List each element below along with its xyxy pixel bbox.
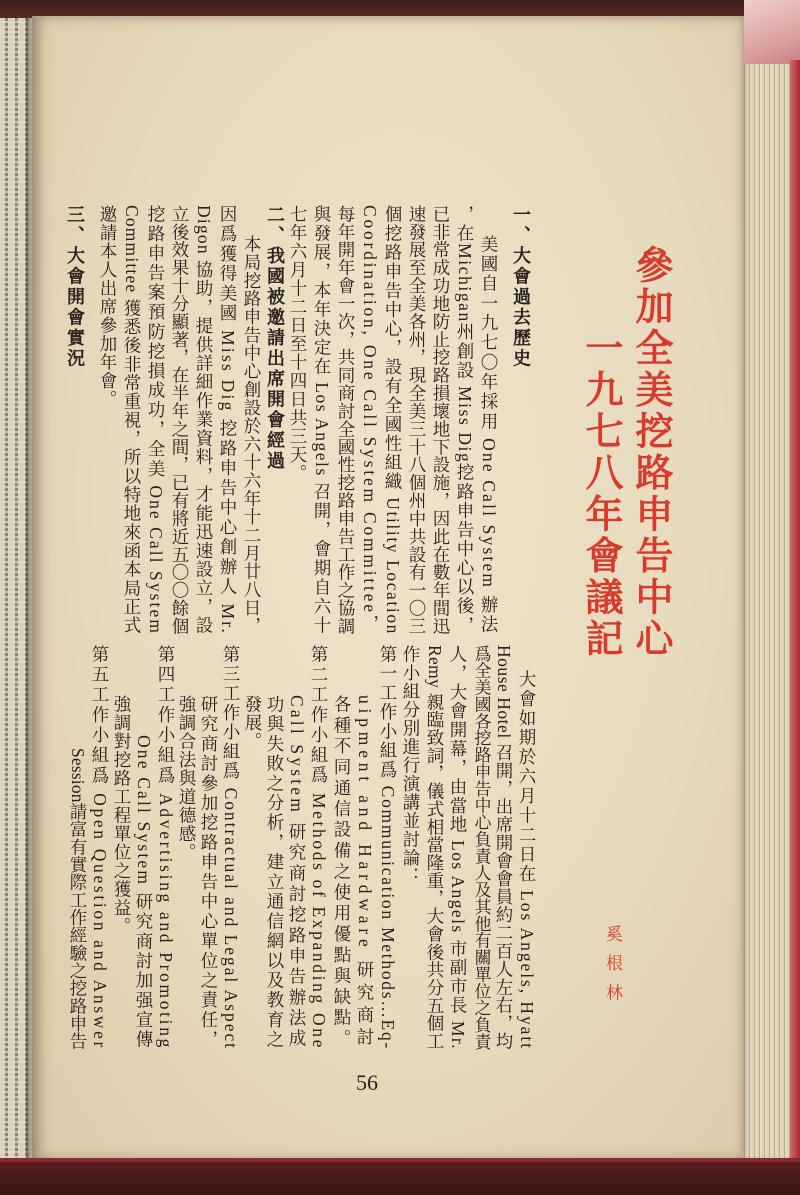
book-gutter-shadow (26, 18, 42, 1160)
section-heading: 三、大會開會實況 (65, 205, 85, 369)
working-group-line: 功與失敗之分析，建立通信網以及教育之 (265, 695, 285, 1050)
body-text-line: 邀請本人出席參加年會。 (98, 205, 118, 409)
working-group-line: 第三工作小組爲 Contractual and Legal Aspect (221, 645, 241, 1050)
body-text-line: Coordination, One Call System Committee， (360, 205, 380, 635)
body-text-line: ，在Michigan州創設 Miss Dig挖路申告中心以後， (455, 205, 475, 635)
body-text-line: 個挖路申告中心，設有全國性組織 Utility Location (383, 205, 403, 635)
section-heading: 二、我國被邀請出席開會經過 (265, 205, 285, 472)
bookmark-ribbon (744, 0, 800, 64)
working-group-line: uipment and Hardware 研究商討 (355, 695, 375, 1050)
body-text-line: 本局挖路申告中心創設於六十六年十二月廿八日， (242, 235, 262, 635)
body-text-line: 與發展，本年決定在 Los Angels 召開，會期自六十 (312, 205, 332, 635)
body-text-line: 立後效果十分顯著，在半年之間，已有將近五〇〇餘個 (170, 205, 190, 635)
book-bottom-edge (0, 1158, 800, 1195)
working-group-line: 第二工作小組爲 Methods of Expanding One (309, 645, 329, 1050)
body-text-line: Remy 親臨致詞，儀式相當隆重，大會後共分五個工 (425, 645, 445, 1050)
article-title-line: 一九七八年會議記 (579, 328, 621, 660)
body-text-line: 爲全美國各挖路申告中心負責人及其他有關單位之負責 (472, 645, 491, 1050)
working-group-line: 第五工作小組爲 Open Question and Answer (90, 645, 110, 1050)
body-text-line: 已非常成功地防止挖路損壞地下設施，因此在數年間迅 (431, 205, 451, 635)
body-text-line: 美國自一九七〇年採用 One Call System 辦法 (479, 235, 499, 635)
working-group-line: One Call System 研究商討加强宣傳 (134, 735, 154, 1050)
book-cover-edge (790, 60, 800, 1195)
page-stack-edge (742, 22, 792, 1160)
working-group-line: 強調對挖路工程單位之獲益。 (112, 695, 132, 936)
section-heading: 一、大會過去歷史 (511, 205, 531, 369)
working-group-line: 強調合法與道德感。 (177, 695, 197, 862)
body-text-line: 速發展至全美各州，現全美三十八個州中共設有一〇三 (407, 205, 427, 635)
working-group-line: 第四工作小組爲 Advertising and Promoting (156, 645, 176, 1050)
author-name: 奚 根 林 (603, 925, 622, 1005)
body-text-line: 人，大會開幕，由當地 Los Angels 市副市長 Mr. (448, 645, 468, 1050)
working-group-line: Call System 研究商討挖路申告辦法成 (287, 695, 307, 1050)
working-group-line: 發展。 (243, 695, 263, 751)
body-text-line: House Hotel 召開，出席開會會員約二百人左右，均 (494, 645, 514, 1050)
body-text-line: 每年開年會一次，共同商討全國性挖路申告工作之協調 (336, 205, 356, 635)
working-group-line: 各種不同通信設備之使用優點與缺點。 (332, 695, 352, 1050)
page-number: 56 (356, 1070, 378, 1095)
body-text-line: Committee 獲悉後非常重視，所以特地來函本局正式 (122, 205, 142, 635)
body-text-line: Digon 協助，提供詳細作業資料，才能迅速設立，設 (194, 205, 214, 635)
body-text-line: 作小組分別進行演講並討論： (401, 645, 421, 886)
working-group-line: 研究商討參加挖路申告中心單位之責任， (199, 695, 219, 1050)
working-group-line: Session請富有實際工作經驗之挖路申告 (68, 748, 88, 1050)
body-text-line: 因爲獲得美國 Miss Dig 挖路申告中心創辦人 Mr. (218, 205, 238, 635)
body-text-line: 大會如期於六月十二日在 Los Angels, Hyatt (517, 670, 537, 1050)
body-text-line: 挖路申告案預防挖損成功，全美 One Call System (146, 205, 166, 635)
working-group-line: 第一工作小組爲 Communication Methods…Eq- (378, 645, 398, 1050)
article-title-line: 參加全美挖路申告中心 (629, 245, 671, 660)
body-text-line: 七年六月十二日至十四日共三天。 (288, 205, 308, 483)
